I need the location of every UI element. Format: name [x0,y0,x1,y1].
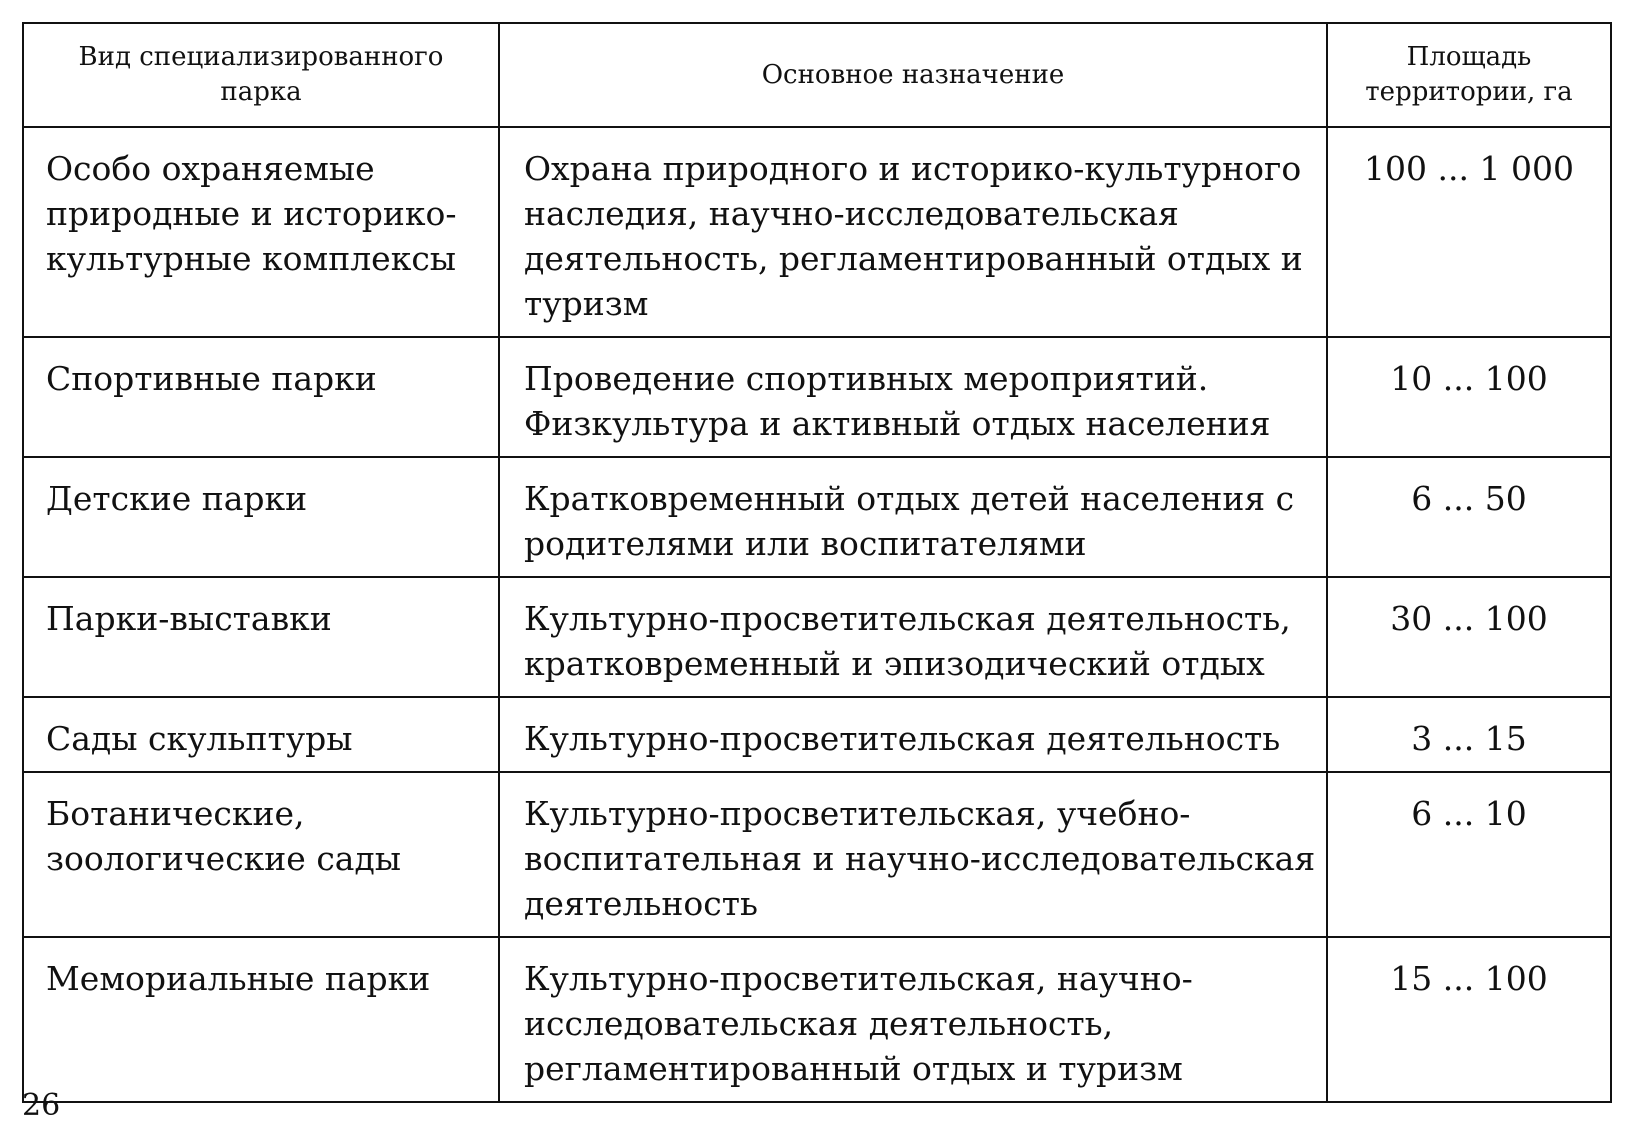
cell-area: 6 ... 10 [1327,772,1611,937]
cell-park-type: Сады скульптуры [23,697,499,772]
cell-area: 3 ... 15 [1327,697,1611,772]
cell-area: 100 ... 1 000 [1327,127,1611,337]
table-row [23,937,1611,1102]
header-area: Площадь территории, га [1327,23,1611,127]
table-row [23,577,1611,697]
cell-area: 6 ... 50 [1327,457,1611,577]
cell-purpose: Кратковременный отдых детей населения с родителями или воспитателями [499,457,1327,577]
cell-park-type: Ботанические, зоологические сады [23,772,499,937]
cell-park-type: Особо охраняемые природные и историко-культурные комплексы [23,127,499,337]
cell-purpose: Культурно-просветительская деятельность [499,697,1327,772]
cell-purpose: Культурно-просветительская, научно-исследовательская деятельность, регламентированный отдых и туризм [499,937,1327,1102]
cell-park-type: Мемориальные парки [23,937,499,1102]
cell-park-type: Спортивные парки [23,337,499,457]
table-row [23,697,1611,772]
page-number: 26 [22,1088,61,1123]
parks-table [22,22,1612,1103]
cell-purpose: Культурно-просветительская, учебно-воспитательная и научно-исследовательская деятельность [499,772,1327,937]
table-row [23,337,1611,457]
cell-area: 10 ... 100 [1327,337,1611,457]
cell-park-type: Парки-выставки [23,577,499,697]
cell-purpose: Проведение спортивных мероприятий. Физкультура и активный отдых населения [499,337,1327,457]
cell-purpose: Культурно-просветительская деятельность, кратковременный и эпизодический отдых [499,577,1327,697]
cell-area: 15 ... 100 [1327,937,1611,1102]
header-park-type: Вид специализированного парка [23,23,499,127]
table-row [23,127,1611,337]
table-header-row [23,23,1611,127]
table-row [23,457,1611,577]
table-row [23,772,1611,937]
cell-park-type: Детские парки [23,457,499,577]
cell-purpose: Охрана природного и историко-культурного наследия, научно-исследовательская деятельность, регламентированный отдых и туризм [499,127,1327,337]
header-purpose: Основное назначение [499,23,1327,127]
cell-area: 30 ... 100 [1327,577,1611,697]
